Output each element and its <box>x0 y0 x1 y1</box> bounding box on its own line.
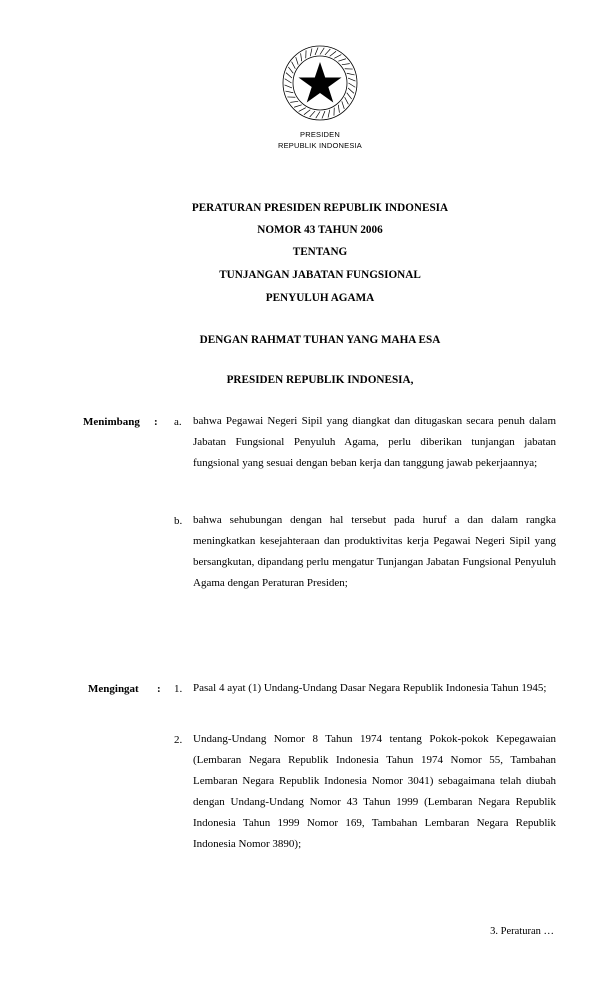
wreath-leaf <box>310 48 312 56</box>
wreath-leaf <box>285 85 292 88</box>
wreath-leaf <box>316 112 320 119</box>
wreath-leaf <box>322 111 325 118</box>
wreath-leaf <box>296 57 298 65</box>
wreath-leaf <box>338 105 339 113</box>
wreath-leaf <box>347 73 355 75</box>
menimbang-marker-a: a. <box>174 416 182 428</box>
menimbang-marker-b: b. <box>174 515 183 527</box>
mengingat-marker-2: 2. <box>174 734 183 746</box>
wreath-leaf <box>285 79 292 83</box>
wreath-leaf <box>286 73 292 78</box>
wreath-leaf <box>348 88 354 93</box>
wreath-leaf <box>290 101 298 102</box>
wreath-leaf <box>334 55 341 59</box>
wreath-leaf <box>310 111 315 117</box>
menimbang-label: Menimbang <box>83 416 140 428</box>
wreath-leaf <box>330 51 336 56</box>
wreath-leaf <box>347 93 352 99</box>
page-continuation: 3. Peraturan … <box>490 926 554 937</box>
wreath-leaf <box>304 110 310 115</box>
wreath-leaf <box>328 110 330 118</box>
regulation-subject-1: TUNJANGAN JABATAN FUNGSIONAL <box>219 269 421 281</box>
regulation-number: NOMOR 43 TAHUN 2006 <box>257 224 383 236</box>
mengingat-colon: : <box>157 683 161 695</box>
wreath-leaf <box>299 108 306 112</box>
menimbang-item-b: bahwa sehubungan dengan hal tersebut pada huruf a dan dalam rangka meningkatkan kesejahteraan dan produktivitas kerja Pegawai Negeri Sipil yang bersangkutan, dipandang perlu mengatur Tunjangan Jabatan Fungsional Penyuluh Agama dengan Peraturan Presiden; <box>193 514 556 589</box>
letterhead-presiden: PRESIDEN <box>300 130 340 139</box>
mengingat-marker-1: 1. <box>174 683 183 695</box>
wreath-leaf <box>348 78 355 81</box>
wreath-leaf <box>338 59 346 61</box>
wreath-leaf <box>315 48 318 55</box>
wreath-leaf <box>342 101 344 109</box>
regulation-about: TENTANG <box>292 246 348 258</box>
wreath-leaf <box>345 97 349 104</box>
invocation: DENGAN RAHMAT TUHAN YANG MAHA ESA <box>199 334 441 346</box>
wreath-leaf <box>288 67 293 73</box>
issuer: PRESIDEN REPUBLIK INDONESIA, <box>226 374 414 386</box>
wreath-leaf <box>325 49 330 55</box>
regulation-title: PERATURAN PRESIDEN REPUBLIK INDONESIA <box>191 202 449 214</box>
mengingat-label: Mengingat <box>88 683 139 695</box>
state-emblem-icon <box>270 40 370 126</box>
menimbang-item-a: bahwa Pegawai Negeri Sipil yang diangkat dan ditugaskan secara penuh dalam Jabatan Fungsional Penyuluh Agama, perlu diberikan tunjangan jabatan fungsional yang sesuai dengan beban kerja dan tanggung jawab pekerjaannya; <box>193 415 556 469</box>
wreath-leaf <box>285 91 293 93</box>
wreath-leaf <box>320 48 324 55</box>
mengingat-item-2: Undang-Undang Nomor 8 Tahun 1974 tentang Pokok-pokok Kepegawaian (Lembaran Negara Republik Indonesia Tahun 1974 Nomor 55, Tambahan Lembaran Negara Republik Indonesia Nomor 3041) sebagaimana telah diubah dengan Undang-Undang Nomor 43 Tahun 1999 (Lembaran Negara Republik Indonesia Tahun 1999 Nomor 169, Tambahan Lembaran Negara Republik Indonesia Nomor 3890); <box>193 733 556 850</box>
wreath-leaf <box>294 105 302 107</box>
wreath-leaf <box>292 62 296 69</box>
menimbang-colon: : <box>154 416 158 428</box>
letterhead-republik: REPUBLIK INDONESIA <box>277 141 363 150</box>
wreath-leaf <box>301 53 302 61</box>
wreath-leaf <box>349 83 356 87</box>
wreath-leaf <box>342 64 350 65</box>
regulation-subject-2: PENYULUH AGAMA <box>265 292 375 304</box>
mengingat-item-1: Pasal 4 ayat (1) Undang-Undang Dasar Negara Republik Indonesia Tahun 1945; <box>193 682 547 694</box>
